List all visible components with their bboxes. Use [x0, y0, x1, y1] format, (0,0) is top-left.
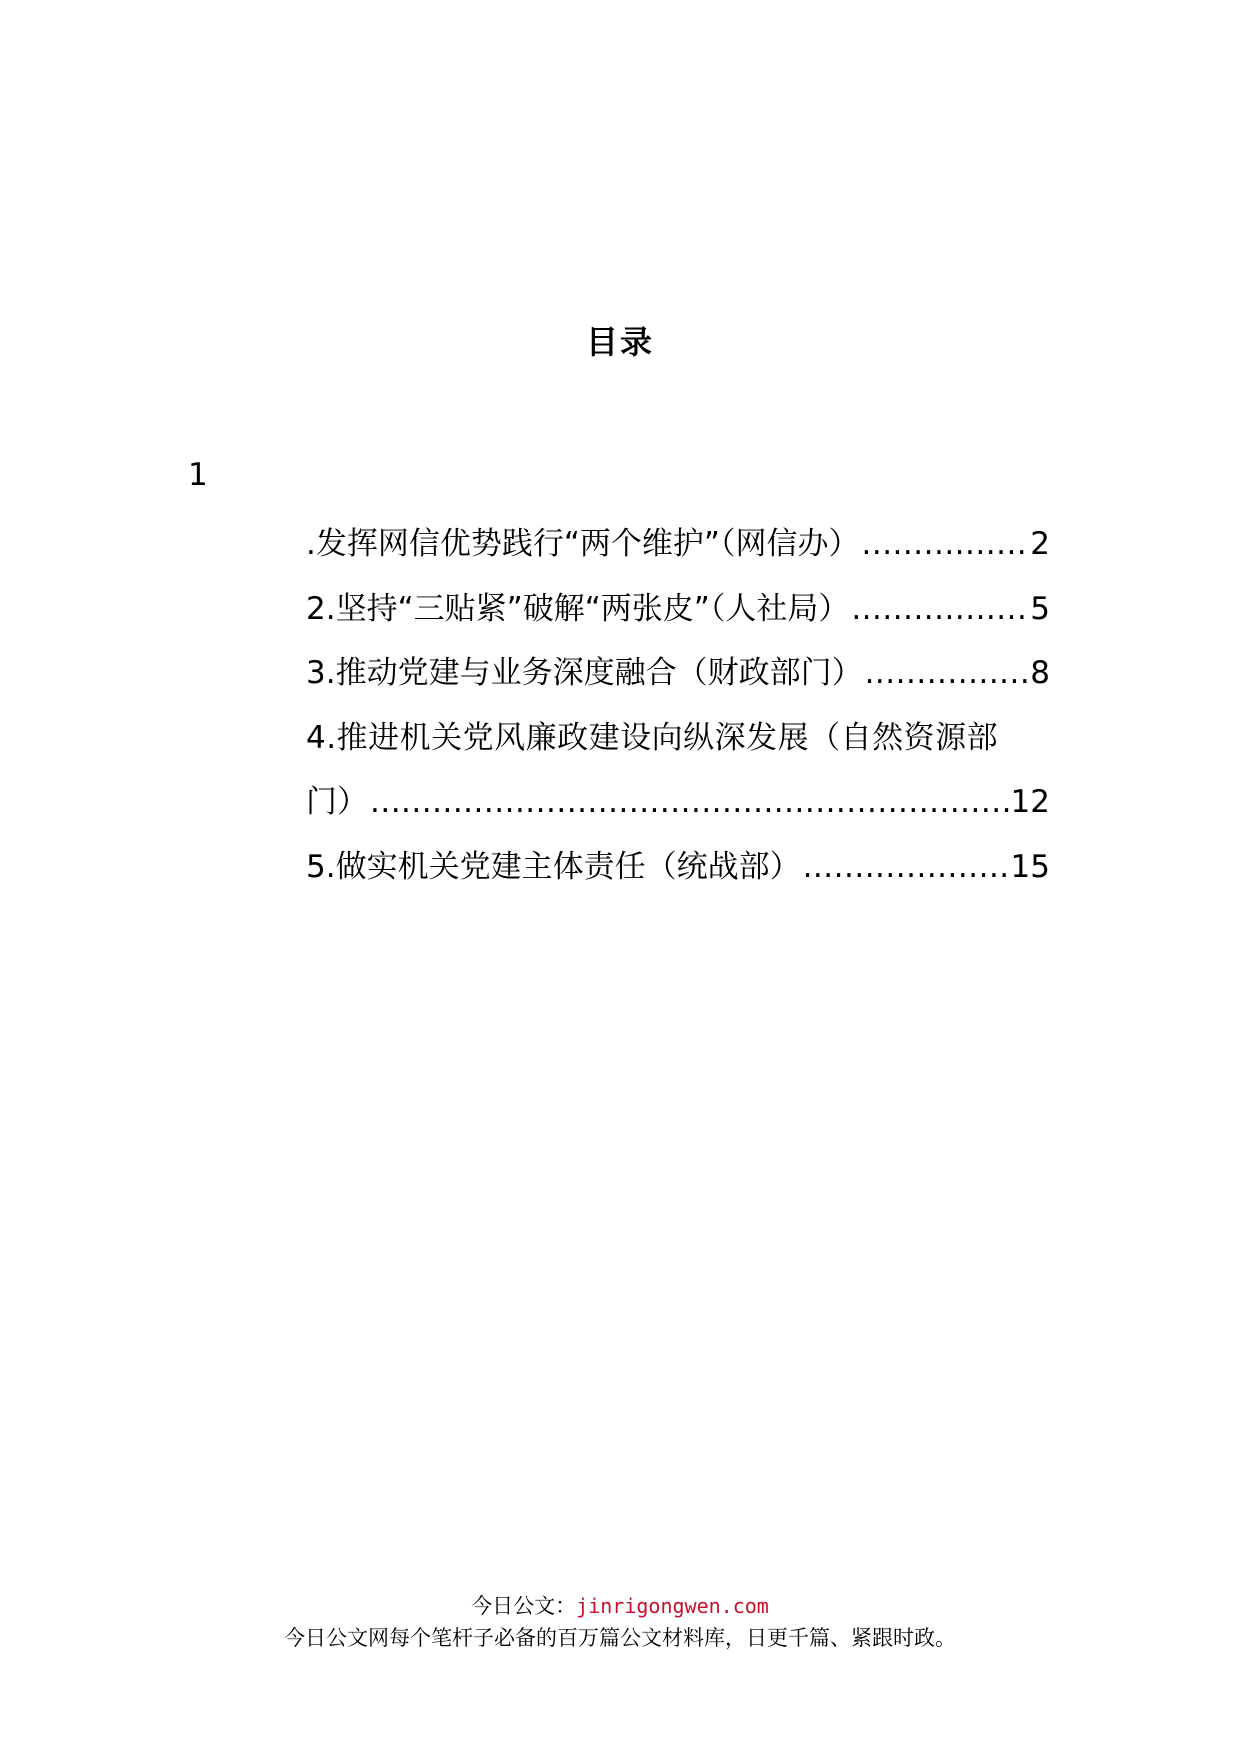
- toc-entry-title: .发挥网信优势践行“两个维护”（网信办）: [306, 526, 860, 562]
- toc-entry-2[interactable]: [306, 577, 1050, 642]
- toc-leader-dots: [861, 512, 1028, 577]
- toc-entry-title-continued: 门）: [306, 784, 368, 820]
- toc-entry-page: 5: [1030, 590, 1050, 627]
- toc-entry-4-line-1[interactable]: [306, 706, 1050, 771]
- stray-number: 1: [188, 457, 208, 493]
- toc-entry-title: 2.坚持“三贴紧”破解“两张皮”（人社局）: [306, 590, 850, 627]
- toc-leader-dots: [803, 835, 1009, 900]
- page-title: 目录: [585, 323, 654, 361]
- toc-entry-page: 15: [1010, 848, 1050, 885]
- toc-entry-1[interactable]: [306, 512, 1050, 577]
- toc-leader-dots: [370, 770, 1009, 835]
- toc-leader-dots: [851, 577, 1028, 642]
- toc-entry-title: 4.推进机关党风廉政建设向纵深发展（自然资源部: [306, 719, 999, 756]
- toc-entry-title: 3.推动党建与业务深度融合（财政部门）: [306, 655, 863, 691]
- table-of-contents: [306, 512, 1050, 899]
- toc-entry-page: 2: [1030, 526, 1050, 562]
- footer-site-label: 今日公文：: [471, 1594, 577, 1618]
- toc-entry-title: 5.做实机关党建主体责任（统战部）: [306, 848, 801, 885]
- toc-entry-page: 8: [1030, 655, 1050, 691]
- footer-site-line: [0, 1590, 1240, 1622]
- footer: [0, 1590, 1240, 1654]
- toc-entry-3[interactable]: [306, 641, 1050, 706]
- toc-entry-page: 12: [1010, 784, 1050, 820]
- toc-leader-dots: [865, 641, 1029, 706]
- toc-entry-4-line-2[interactable]: [306, 770, 1050, 835]
- footer-site-link[interactable]: jinrigongwen.com: [576, 1594, 769, 1618]
- footer-tagline: 今日公文网每个笔杆子必备的百万篇公文材料库，日更千篇、紧跟时政。: [284, 1626, 956, 1650]
- toc-entry-5[interactable]: [306, 835, 1050, 900]
